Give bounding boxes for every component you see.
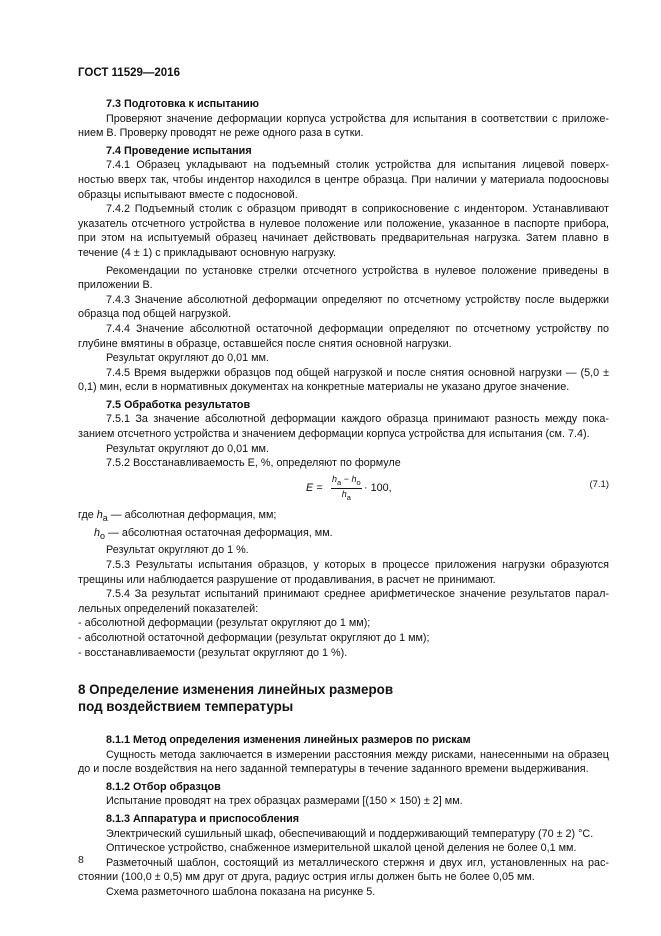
recommendation-note: Рекомендации по установке стрелки отсчетного устройства в нулевое положение приведены в приложении В. bbox=[78, 264, 609, 292]
formula-number: (7.1) bbox=[589, 478, 609, 490]
paragraph-7-5-4: 7.5.4 За результат испытаний принимают среднее арифметическое значение результатов парал-лельных определений показателей: bbox=[78, 588, 609, 615]
paragraph-7-5-3: 7.5.3 Результаты испытания образцов, у которых в процессе приложения нагрузки образуются трещины или наблюдается разрушение от продавливания, в расчет не принимают. bbox=[78, 558, 609, 586]
page-content bbox=[78, 94, 609, 900]
section-8-1-2-heading: 8.1.2 Отбор образцов bbox=[106, 780, 221, 793]
rounding-note-3: Результат округляют до 1 %. bbox=[106, 544, 249, 557]
formula-7-1 bbox=[106, 474, 609, 504]
formula-fraction bbox=[331, 474, 362, 503]
paragraph-7-4-3: 7.4.3 Значение абсолютной деформации определяют по отсчетному устройству после выдержки образца под общей нагрузкой. bbox=[78, 293, 609, 321]
paragraph-8-1-1: Сущность метода заключается в измерении расстояния между рисками, нанесенными на образец до и после воздействия на него заданной температуры в течение заданного времени выдерживания. bbox=[78, 748, 609, 776]
paragraph-8-1-3-optical: Оптическое устройство, снабженное измерительной шкалой ценой деления не более 0,1 мм. bbox=[106, 842, 577, 855]
page-number: 8 bbox=[78, 854, 84, 866]
paragraph-8-1-2: Испытание проводят на трех образцах размерами [(150 × 150) ± 2] мм. bbox=[106, 795, 463, 808]
paragraph-7-4-4: 7.4.4 Значение абсолютной остаточной деформации определяют по отсчетному устройству по глубине вмятины в образце, оставшейся после снятия основной нагрузки. bbox=[78, 322, 609, 350]
section-7-4-heading: 7.4 Проведение испытания bbox=[106, 144, 252, 157]
list-item: - абсолютной остаточной деформации (результат округляют до 1 мм); bbox=[78, 631, 430, 644]
formula-rhs: · 100, bbox=[364, 481, 392, 494]
paragraph-8-1-3-template: Разметочный шаблон, состоящий из металлического стержня и двух игл, установленных на рас-стоянии (100,0 ± 0,5) мм друг от друга, радиус острия иглы должен быть не более 0,05 мм. bbox=[78, 856, 609, 884]
section-7-3-heading: 7.3 Подготовка к испытанию bbox=[106, 98, 260, 110]
rounding-note-2: Результат округляют до 0,01 мм. bbox=[106, 442, 269, 455]
paragraph-7-4-1: 7.4.1 Образец укладывают на подъемный столик устройства для испытания лицевой поверх-ностью вверх так, чтобы индентор находился в центре образца. При наличии у материала подоосновы образцы испытывают вместе с подосновой. bbox=[78, 159, 609, 201]
paragraph-8-1-3-oven: Электрический сушильный шкаф, обеспечивающий и поддерживающий температуру (70 ± 2) °С. bbox=[106, 827, 594, 840]
formula-denominator: $h_a$ bbox=[341, 488, 351, 502]
paragraph-7-5-2: 7.5.2 Восстанавливаемость E, %, определяют по формуле bbox=[106, 457, 401, 470]
formula-numerator: $h_a - h_o$ bbox=[332, 473, 361, 487]
paragraph-7-5-1: 7.5.1 За значение абсолютной деформации каждого образца принимают разность между пока-занием отсчетного устройства и значением деформации корпуса устройства для испытания (см. 7.4). bbox=[78, 413, 609, 441]
formula-lhs: E = bbox=[306, 481, 323, 494]
rounding-note-1: Результат округляют до 0,01 мм. bbox=[106, 352, 269, 365]
section-7-3-text: Проверяют значение деформации корпуса устройства для испытания в соответствии с приложе-нием В. Проверку проводят не реже одного раза в сутки. bbox=[78, 112, 609, 140]
section-8-heading: 8 Определение изменения линейных размеров под воздействием температуры bbox=[78, 682, 394, 714]
definition-ho: $h_o$ — абсолютная остаточная деформация, мм. bbox=[94, 526, 333, 541]
list-item: - восстанавливаемости (результат округляют до 1 %). bbox=[78, 646, 348, 659]
section-7-5-heading: 7.5 Обработка результатов bbox=[106, 398, 251, 411]
standard-header: ГОСТ 11529—2016 bbox=[78, 67, 180, 79]
definition-ha: где $h_a$ — абсолютная деформация, мм; bbox=[78, 508, 277, 523]
paragraph-7-4-2: 7.4.2 Подъемный столик с образцом приводят в соприкосновение с индентором. Устанавливают указатель отсчетного устройства в нулевое положение или положение, указанное в паспорте прибора, при этом на испытуемый образец начинает действовать предварительная нагрузка. Затем плавно в течение (4 ± 1) с прикладывают основную нагрузку. bbox=[78, 203, 609, 259]
paragraph-8-1-3-scheme: Схема разметочного шаблона показана на рисунке 5. bbox=[106, 886, 376, 899]
list-item: - абсолютной деформации (результат округляют до 1 мм); bbox=[78, 617, 371, 630]
section-8-1-3-heading: 8.1.3 Аппаратура и приспособления bbox=[106, 813, 300, 826]
section-8-1-1-heading: 8.1.1 Метод определения изменения линейных размеров по рискам bbox=[106, 734, 471, 747]
paragraph-7-4-5: 7.4.5 Время выдержки образцов под общей нагрузкой и после снятия основной нагрузки — (5,0 ± 0,1) мин, если в нормативных документах на конкретные материалы не указано другое значение. bbox=[78, 366, 609, 394]
